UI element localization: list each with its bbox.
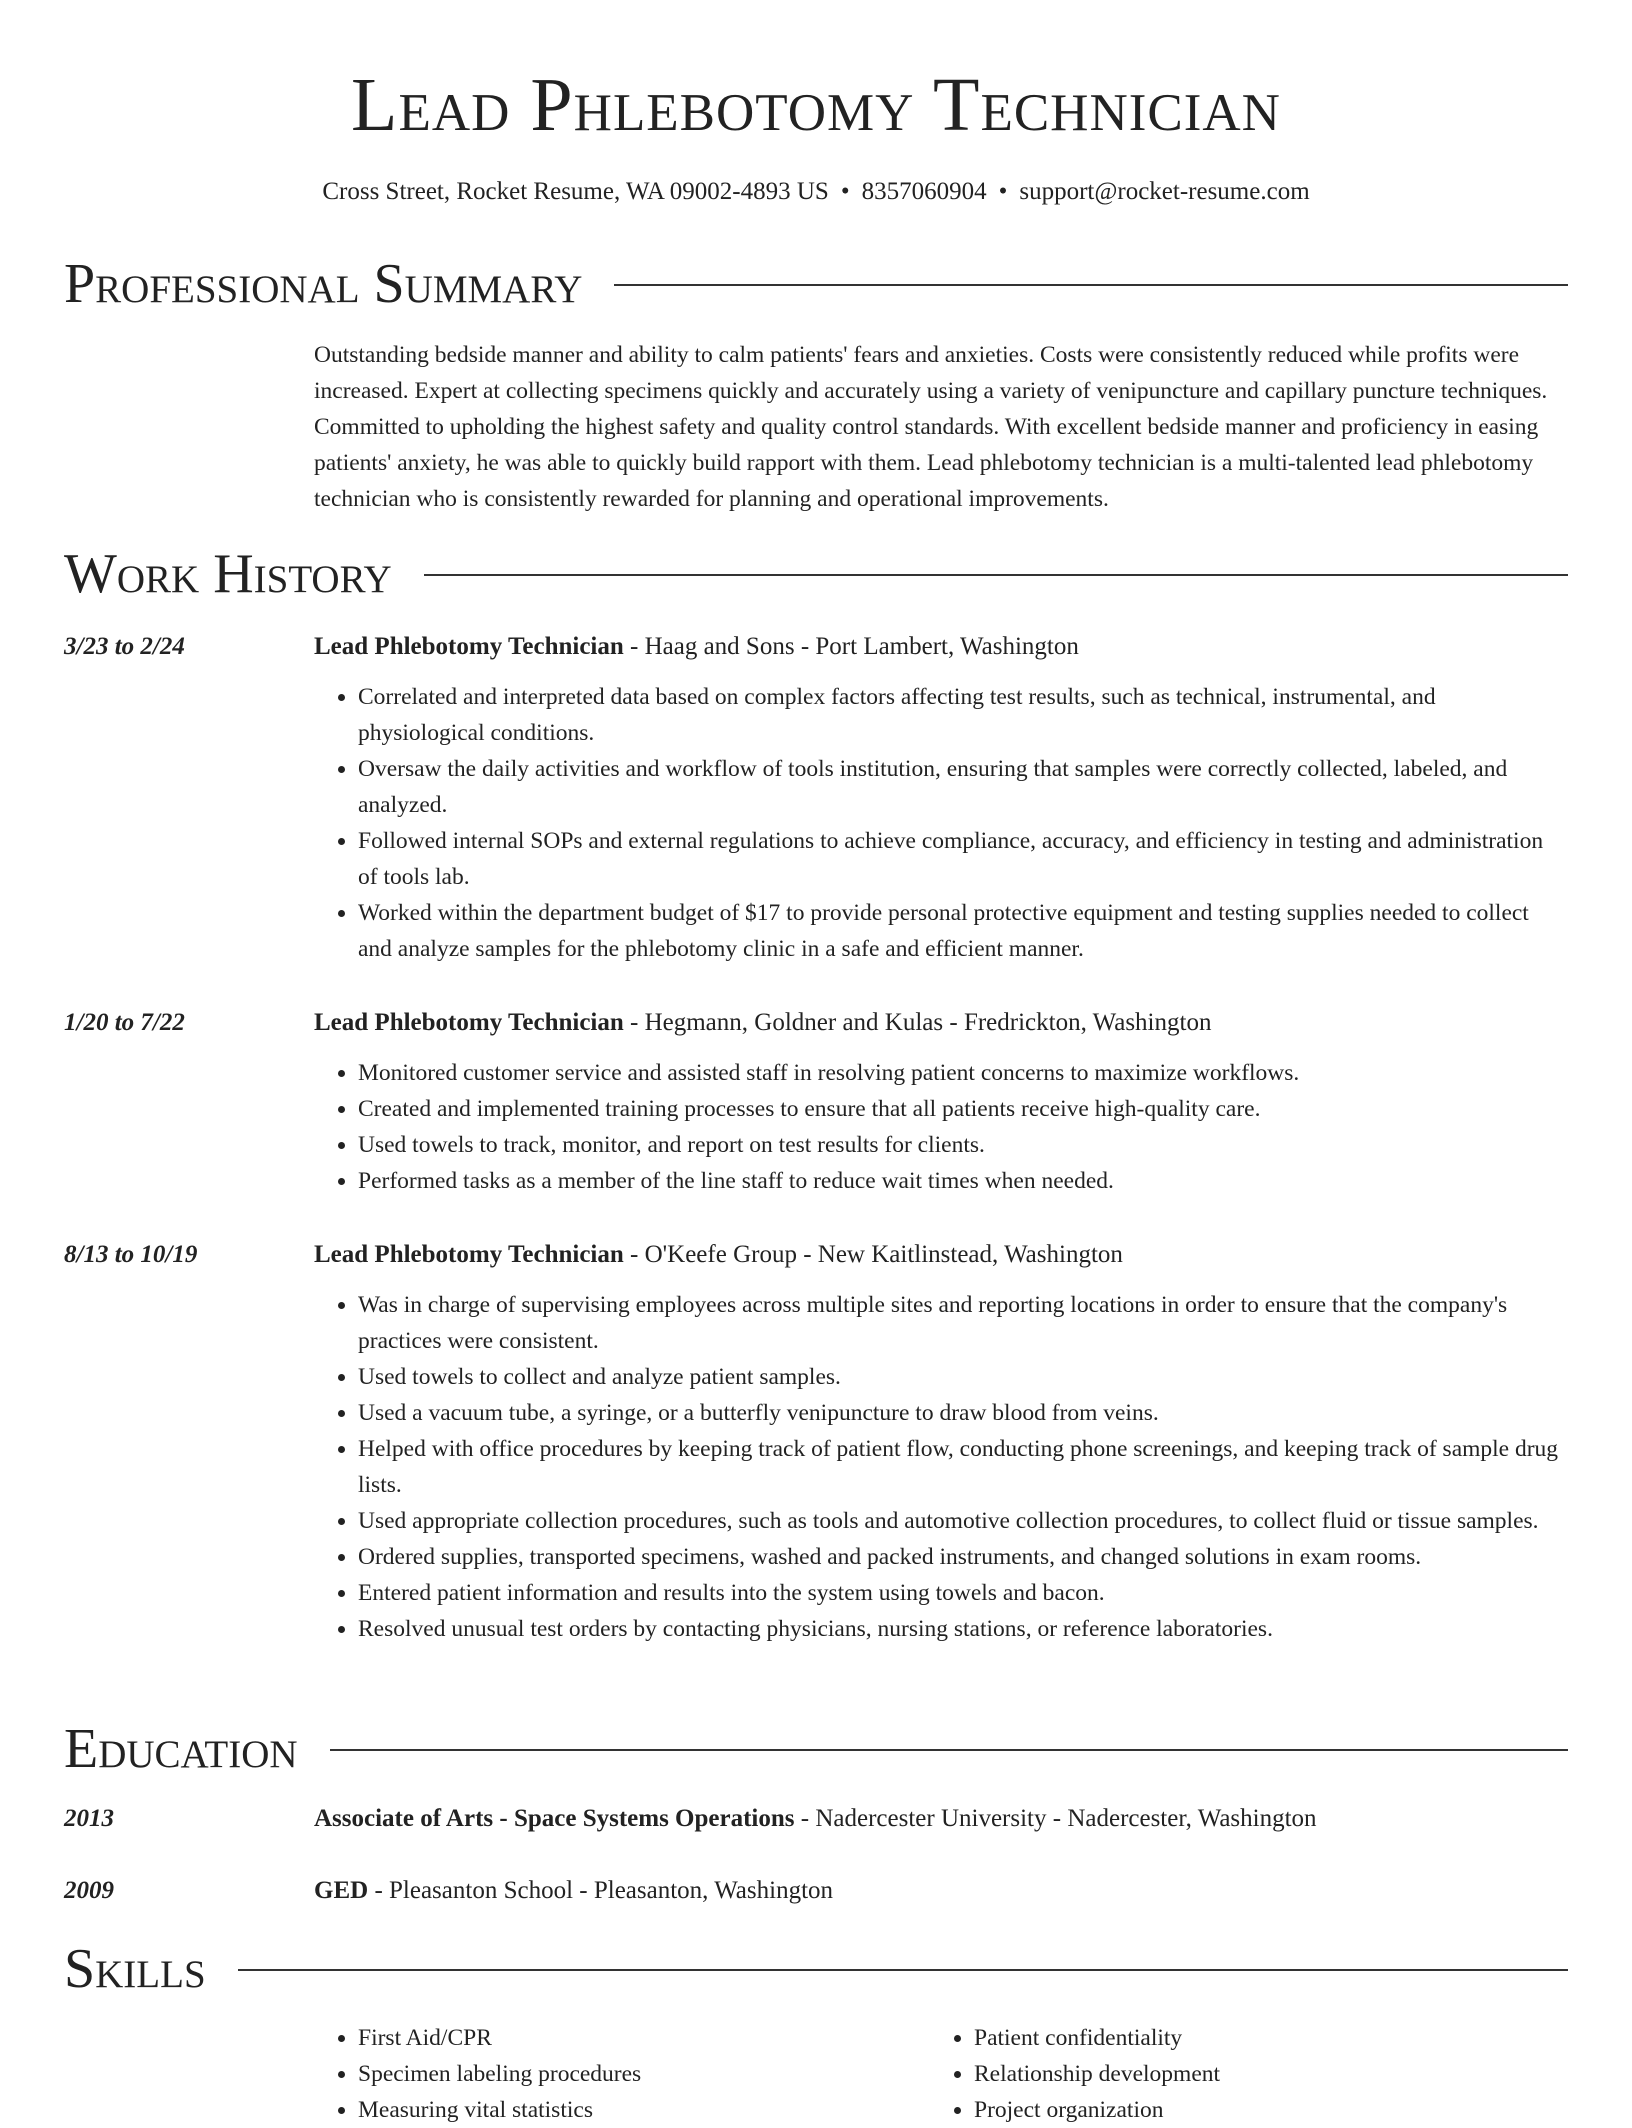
email: support@rocket-resume.com bbox=[1019, 178, 1310, 205]
section-divider bbox=[424, 574, 1568, 576]
job-title: Lead Phlebotomy Technician bbox=[314, 1241, 624, 1268]
section-title: Education bbox=[64, 1718, 298, 1780]
job-bullet: • Correlated and interpreted data based on complex factors affecting test results, such as technical, instrumental, and physiological conditions. bbox=[358, 679, 1568, 751]
education-year: 2009 bbox=[64, 1877, 114, 1904]
education-details: - Nadercester University - Nadercester, Washington bbox=[794, 1805, 1317, 1832]
job-bullet: • Used towels to collect and analyze patient samples. bbox=[358, 1359, 1568, 1395]
job-heading bbox=[314, 629, 1568, 665]
job-heading bbox=[314, 1237, 1568, 1273]
section-divider bbox=[238, 1969, 1568, 1971]
section-header-skills bbox=[64, 1937, 1568, 2001]
job-bullet: • Helped with office procedures by keeping track of patient flow, conducting phone screenings, and keeping track of sample drug lists. bbox=[358, 1431, 1568, 1503]
education-degree: GED bbox=[314, 1877, 369, 1904]
job-dates: 8/13 to 10/19 bbox=[64, 1241, 198, 1268]
job-bullet: • Monitored customer service and assisted staff in resolving patient concerns to maximize workflows. bbox=[358, 1055, 1568, 1091]
education-year: 2013 bbox=[64, 1805, 114, 1832]
job-bullet: • Created and implemented training processes to ensure that all patients receive high-quality care. bbox=[358, 1091, 1568, 1127]
address: Cross Street, Rocket Resume, WA 09002-4893 US bbox=[322, 178, 829, 205]
resume-name: Lead Phlebotomy Technician bbox=[351, 63, 1281, 147]
job-bullet: • Followed internal SOPs and external regulations to achieve compliance, accuracy, and efficiency in testing and administration of tools lab. bbox=[358, 823, 1568, 895]
skill-item: • First Aid/CPR bbox=[358, 2020, 930, 2056]
job-dates: 3/23 to 2/24 bbox=[64, 633, 185, 660]
job-dates: 1/20 to 7/22 bbox=[64, 1009, 185, 1036]
section-title: Skills bbox=[64, 1938, 206, 2000]
job-bullet: • Performed tasks as a member of the line staff to reduce wait times when needed. bbox=[358, 1163, 1568, 1199]
job-title: Lead Phlebotomy Technician bbox=[314, 633, 624, 660]
separator: • bbox=[840, 178, 850, 205]
job-bullet: • Was in charge of supervising employees across multiple sites and reporting locations in order to ensure that the company's practices were consistent. bbox=[358, 1287, 1568, 1359]
job-heading bbox=[314, 1005, 1568, 1041]
education-heading bbox=[314, 1873, 1568, 1909]
job-bullets bbox=[314, 1055, 1568, 1199]
section-header-education bbox=[64, 1717, 1568, 1781]
job-details: - O'Keefe Group - New Kaitlinstead, Washington bbox=[623, 1241, 1123, 1268]
job-details: - Haag and Sons - Port Lambert, Washington bbox=[623, 633, 1079, 660]
job-bullet: • Oversaw the daily activities and workflow of tools institution, ensuring that samples were correctly collected, labeled, and analyzed. bbox=[358, 751, 1568, 823]
skill-item: • Specimen labeling procedures bbox=[358, 2056, 930, 2092]
job-bullets bbox=[314, 1287, 1568, 1647]
job-title: Lead Phlebotomy Technician bbox=[314, 1009, 624, 1036]
section-divider bbox=[614, 284, 1568, 286]
phone: 8357060904 bbox=[861, 178, 987, 205]
section-title: Work History bbox=[64, 543, 392, 605]
job-bullet: • Entered patient information and results into the system using towels and bacon. bbox=[358, 1575, 1568, 1611]
job-bullet: • Used a vacuum tube, a syringe, or a butterfly venipuncture to draw blood from veins. bbox=[358, 1395, 1568, 1431]
section-header-work-history bbox=[64, 542, 1568, 606]
job-bullet: • Resolved unusual test orders by contacting physicians, nursing stations, or reference laboratories. bbox=[358, 1611, 1568, 1647]
skill-item: • Measuring vital statistics bbox=[358, 2092, 930, 2128]
contact-line bbox=[64, 175, 1568, 209]
summary-text: Outstanding bedside manner and ability to calm patients' fears and anxieties. Costs were consistently reduced while profits were increased. Expert at collecting specimens quickly and accurately using a variety of venipuncture and capillary puncture techniques. Committed to upholding the highest safety and quality control standards. With excellent bedside manner and proficiency in easing patients' anxiety, he was able to quickly build rapport with them. Lead phlebotomy technician is a multi-talented lead phlebotomy technician who is consistently rewarded for planning and operational improvements. bbox=[314, 342, 1548, 512]
job-bullet: • Used appropriate collection procedures, such as tools and automotive collection procedures, to collect fluid or tissue samples. bbox=[358, 1503, 1568, 1539]
section-title: Professional Summary bbox=[64, 253, 583, 315]
job-bullet: • Worked within the department budget of $17 to provide personal protective equipment and testing supplies needed to collect and analyze samples for the phlebotomy clinic in a safe and efficient manner. bbox=[358, 895, 1568, 967]
job-bullet: • Used towels to track, monitor, and report on test results for clients. bbox=[358, 1127, 1568, 1163]
education-degree: Associate of Arts - Space Systems Operations bbox=[314, 1805, 795, 1832]
job-bullet: • Ordered supplies, transported specimens, washed and packed instruments, and changed solutions in exam rooms. bbox=[358, 1539, 1568, 1575]
section-divider bbox=[330, 1749, 1568, 1751]
education-details: - Pleasanton School - Pleasanton, Washington bbox=[368, 1877, 834, 1904]
skill-item: • Patient confidentiality bbox=[974, 2020, 1546, 2056]
education-heading bbox=[314, 1801, 1568, 1837]
skill-item: • Relationship development bbox=[974, 2056, 1546, 2092]
section-header-summary bbox=[64, 252, 1568, 316]
job-details: - Hegmann, Goldner and Kulas - Fredrickton, Washington bbox=[623, 1009, 1212, 1036]
skill-item: • Project organization bbox=[974, 2092, 1546, 2128]
separator: • bbox=[998, 178, 1008, 205]
job-bullets bbox=[314, 679, 1568, 967]
